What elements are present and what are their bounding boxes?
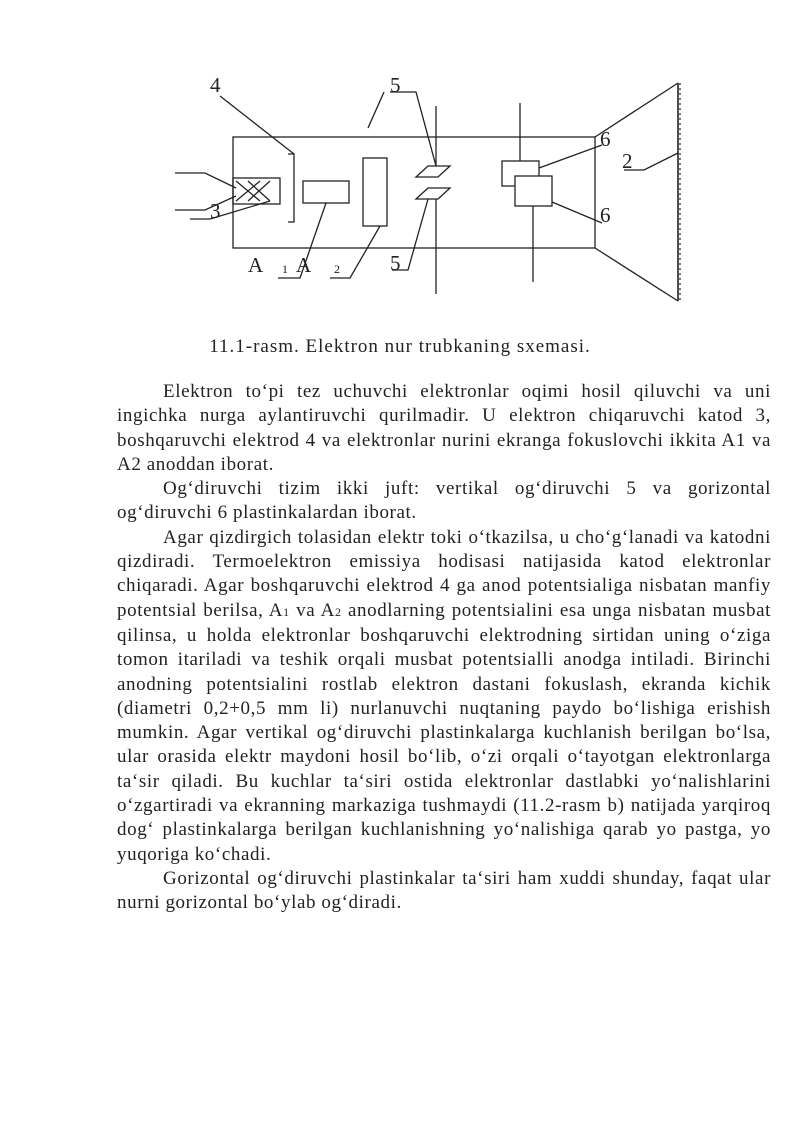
leader-5-diagonal (368, 92, 384, 128)
paragraph-4: Gorizontal og‘diruvchi plastinkalar ta‘siri ham xuddi shunday, faqat ular nurni gorizontal bo‘ylab og‘diradi. (117, 867, 771, 914)
funnel-bottom-line (595, 248, 678, 301)
crt-schematic-figure (170, 70, 700, 310)
subscript-1: 1 (283, 604, 290, 619)
leader-5-top (390, 92, 436, 166)
cathode-box (233, 178, 280, 204)
paragraph-2: Og‘diruvchi tizim ikki juft: vertikal og‘diruvchi 5 va gorizontal og‘diruvchi 6 plastinkalardan iborat. (117, 478, 771, 524)
label-a2: A (296, 253, 312, 277)
paragraph-3-part-a: Agar qizdirgich tolasidan elektr toki o‘tkazilsa, u cho‘g‘lanadi va katodni qizdiradi. Termoelektron emissiya hodisasi natijasida katod elektronlar chiqaradi. Agar boshqaruvchi elektrod 4 ga anod potentsialiga nisbatan manfiy potentsial berilsa, A (117, 526, 771, 621)
leader-4 (220, 96, 294, 154)
heater-lead-bottom (175, 196, 236, 210)
label-6-top: 6 (600, 127, 611, 151)
anode-a1 (303, 181, 349, 203)
anode-a2 (363, 158, 387, 226)
heater-coil (236, 181, 270, 201)
paragraph-3-part-c: anodlarning potentsialini esa unga nisbatan musbat qilinsa, u holda elektronlar boshqaruvchi elektrodning sirtidan uning o‘ziga tomon itariladi va teshik orqali musbat potentsialli anodga intiladi. Birinchi anodning potentsialini rostlab elektron dastani fokuslash, ekranda kichik (diametri 0,2+0,5 mm li) nurlanuvchi nuqtaning paydo bo‘lishiga erishish mumkin. Agar vertikal og‘diruvchi plastinkalarga kuchlanish berilgan bo‘lsa, ular orasida elektr maydoni hosil bo‘lib, o‘zi orqali o‘tayotgan elektronlarga ta‘sir qiladi. Bu kuchlar ta‘siri ostida elektronlar dastlabki yo‘nalishlarini o‘zgartiradi va ekranning markaziga tushmaydi (11.2-rasm b) natijada yarqiroq dog‘ plastinkalarga berilgan kuchlanishning yo‘nalishiga qarab yo pastga, yo yuqoriga ko‘chadi. (117, 599, 772, 865)
figure-caption: 11.1-rasm. Elektron nur trubkaning sxemasi. (209, 336, 591, 357)
label-6-bottom: 6 (600, 203, 611, 227)
label-3: 3 (210, 199, 221, 223)
body-text (117, 380, 771, 916)
label-5-bottom: 5 (390, 251, 401, 275)
paragraph-1: Elektron to‘pi tez uchuvchi elektronlar oqimi hosil qiluvchi va uni ingichka nurga aylantiruvchi qurilmadir. U elektron chiqaruvchi katod 3, boshqaruvchi elektrod 4 va elektronlar nurini ekranga fokuslovchi ikkita A1 va A2 anoddan iborat. (117, 381, 771, 475)
vertical-plate-bottom (416, 188, 450, 199)
heater-lead-top (175, 173, 236, 188)
label-5-top: 5 (390, 73, 401, 97)
label-a1: A (248, 253, 264, 277)
control-electrode (288, 154, 294, 222)
horizontal-plate-right (515, 176, 552, 206)
label-2: 2 (622, 149, 633, 173)
paragraph-3 (117, 526, 771, 867)
subscript-2: 2 (334, 604, 342, 619)
vertical-plate-top (416, 166, 450, 177)
leader-6-top (539, 145, 602, 168)
label-a2-subscript: 2 (334, 262, 340, 276)
paragraph-3-part-b: va A (289, 599, 335, 621)
label-a1-subscript: 1 (282, 262, 288, 276)
label-4: 4 (210, 73, 221, 97)
